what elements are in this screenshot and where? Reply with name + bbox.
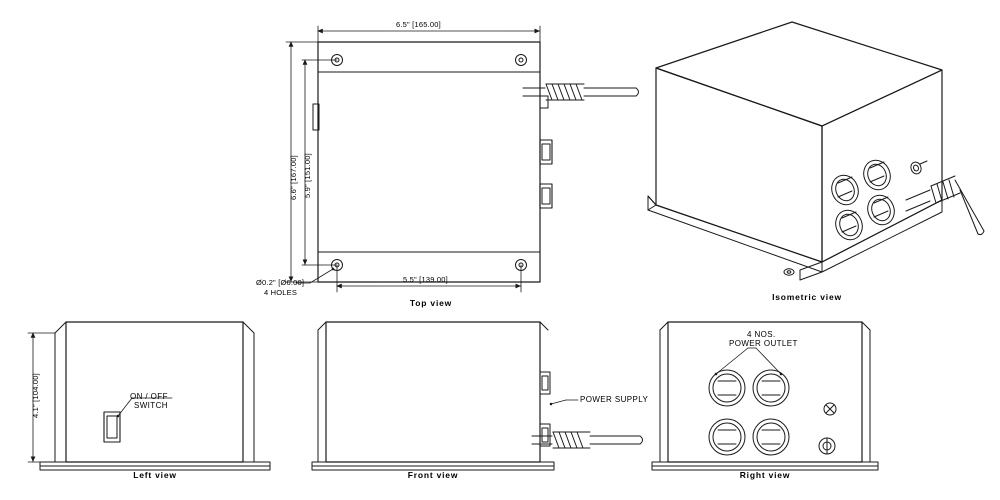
callout-outlet-line1: 4 NOS. <box>747 330 776 339</box>
top-view-geometry <box>313 42 639 282</box>
hole-note-count: 4 HOLES <box>264 288 298 297</box>
view-label-isometric: Isometric view <box>772 292 842 302</box>
callout-outlet-line2: POWER OUTLET <box>729 339 798 348</box>
dim-top-hole-span: 5.5" [139.00] <box>403 275 448 284</box>
view-label-top: Top view <box>409 298 453 308</box>
dim-top-height-inner: 5.9" [151.00] <box>303 153 312 198</box>
view-label-left: Left view <box>133 470 177 480</box>
dim-top-height-outer: 6.6" [167.00] <box>289 155 298 200</box>
callout-switch-line1: ON / OFF <box>130 392 168 401</box>
callout-switch-line2: SWITCH <box>134 401 168 410</box>
view-label-right: Right view <box>739 470 791 480</box>
view-label-front: Front view <box>407 470 459 480</box>
dim-left-height: 4.1" [104.00] <box>31 373 40 418</box>
callout-power-supply: POWER SUPPLY <box>580 395 649 404</box>
dim-top-width: 6.5" [165.00] <box>396 20 441 29</box>
isometric-view-geometry <box>648 22 984 280</box>
hole-note-diameter: Ø0.2" [Ø6.00] <box>256 278 305 287</box>
front-view-power-leader <box>551 400 578 404</box>
